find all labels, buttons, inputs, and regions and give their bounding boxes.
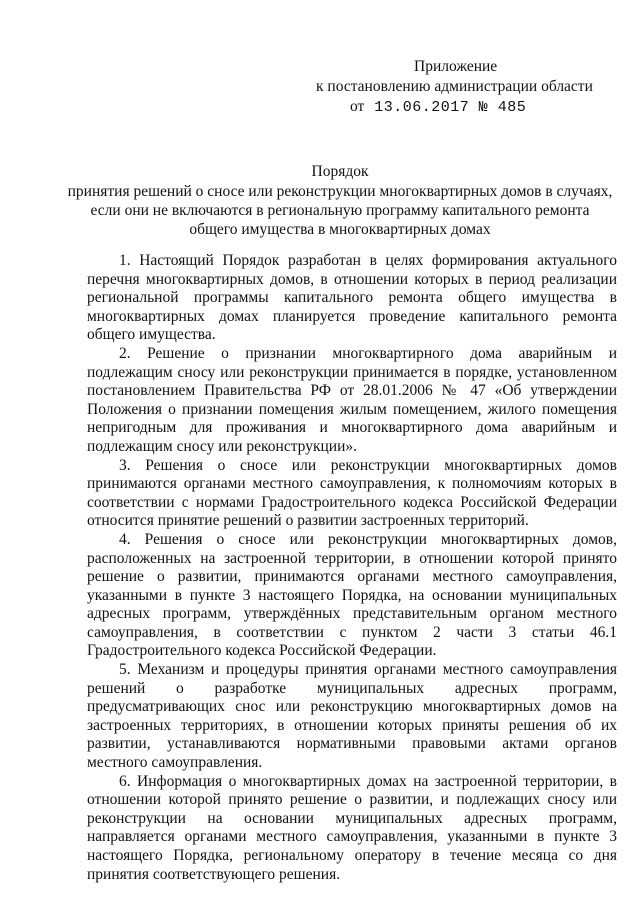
- paragraph-6: 6. Информация о многоквартирных домах на застроенной территории, в отношении которой принято решение о развитии, и подлежащих сносу или реконструкции на основании муниципальных адресных программ, направляется органами местного самоуправления, указанными в пункте 3 настоящего Порядка, региональному оператору в течение месяца со дня принятия соответствующего решения.: [87, 772, 617, 883]
- date-number-stamp: 13.06.2017 № 485: [374, 99, 527, 116]
- paragraph-4: 4. Решения о сносе или реконструкции многоквартирных домов, расположенных на застроенной территории, в отношении которой принято решение о развитии, принимаются органами местного самоуправления, указанными в пункте 3 настоящего Порядка, на основании муниципальных адресных программ, утверждённых представительным органом местного самоуправления, в соответствии с пунктом 2 части 3 статьи 46.1 Градостроительного кодекса Российской Федерации.: [87, 530, 617, 660]
- document-subtitle: [60, 182, 620, 239]
- appendix-reference: к постановлению администрации области: [316, 78, 593, 95]
- subtitle-line: принятия решений о сносе или реконструкции многоквартирных домов в случаях,: [67, 183, 613, 200]
- paragraph-2: 2. Решение о признании многоквартирного дома аварийным и подлежащим сносу или реконструкции принимается в порядке, установленном постановлением Правительства РФ от 28.01.2006 № 47 «Об утверждении Положения о признании помещения жилым помещением, жилого помещения непригодным для проживания и многоквартирного дома аварийным и подлежащим сносу или реконструкции».: [87, 344, 617, 455]
- appendix-label: Приложение: [414, 58, 498, 75]
- appendix-date-line: [316, 97, 616, 118]
- document-body: [87, 252, 617, 884]
- paragraph-3: 3. Решения о сносе или реконструкции многоквартирных домов принимаются органами местного самоуправления, к полномочиям которых в соответствии с нормами Градостроительного кодекса Российской Федерации относится принятие решений о развитии застроенных территорий.: [87, 456, 617, 530]
- document-title: Порядок: [311, 163, 369, 180]
- subtitle-line: общего имущества в многоквартирных домах: [189, 221, 491, 238]
- subtitle-line: если они не включаются в региональную программу капитального ремонта: [90, 202, 590, 219]
- appendix-header: [316, 57, 616, 118]
- paragraph-1: 1. Настоящий Порядок разработан в целях формирования актуального перечня многоквартирных домов, в отношении которых в период реализации региональной программы капитального ремонта общего имущества в многоквартирных домах планируется проведение капитального ремонта общего имущества.: [87, 252, 617, 344]
- paragraph-5: 5. Механизм и процедуры принятия органами местного самоуправления решений о разработке муниципальных адресных программ, предусматривающих снос или реконструкцию многоквартирных домов на застроенных территориях, в отношении которых приняты решения об их развитии, устанавливаются нормативными правовыми актами органов местного самоуправления.: [87, 661, 617, 772]
- date-prefix: от: [350, 98, 365, 115]
